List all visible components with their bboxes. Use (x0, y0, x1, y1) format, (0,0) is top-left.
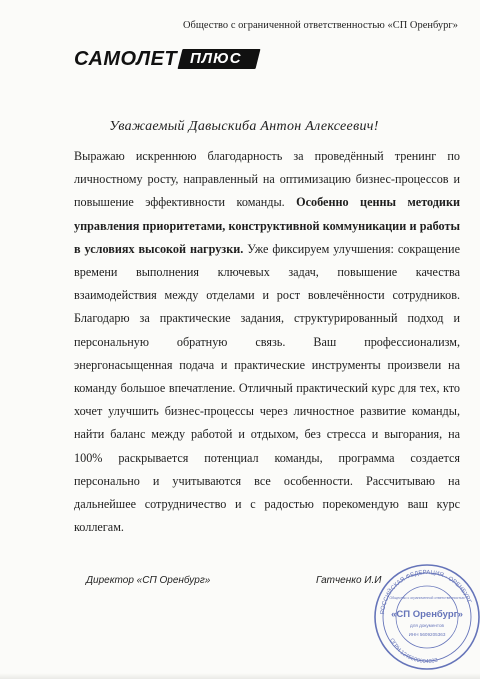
body-paragraph-start: Выражаю искреннюю благодарность за проведённый тренинг по личностному росту, направленный на оптимизацию бизнес-процессов и повышение эффективности команды. (74, 149, 460, 210)
signatory-position: Директор «СП Оренбург» (86, 575, 211, 586)
page-bottom-edge (0, 673, 480, 679)
company-stamp (372, 562, 480, 672)
logo-box (178, 49, 261, 69)
letter-body (74, 145, 460, 539)
body-paragraph-bold: Особенно ценны методики управления приоритетами, конструктивной коммуникации и работы в условиях высокой нагрузки. (74, 195, 460, 256)
logo-word: САМОЛЕТ (74, 48, 178, 70)
stamp-inn: ИНН 5609205363 (408, 632, 446, 637)
salutation: Уважаемый Давыскиба Антон Алексеевич! (109, 119, 379, 134)
signatory-name: Гатченко И.И (316, 575, 382, 586)
logo-box-label: ПЛЮС (190, 50, 242, 67)
stamp-org-form: Общество с ограниченной ответственностью (389, 596, 465, 600)
stamp-org-name: «СП Оренбург» (391, 609, 463, 620)
company-name: Общество с ограниченной ответственностью «СП Оренбург» (182, 20, 458, 31)
stamp-note: для документов (410, 623, 444, 628)
stamp-ogrn: ОГРН 1245600004803 (388, 637, 439, 666)
body-paragraph-end: Уже фиксируем улучшения: сокращение времени выполнения ключевых задач, повышение качества взаимодействия между отделами и рост вовлечённости сотрудников. Благодарю за практические задания, структурированный подход и персональную обратную связь. Ваш профессионализм, энергонасыщенная подача и практические инструменты произвели на команду большое впечатление. Отличный практический курс для тех, кто хочет улучшить бизнес-процессы через личностное развитие команды, найти баланс между работой и отдыхом, без стресса и выгорания, на 100% раскрывается потенциал команды, программа создается персонально и учитываются все особенности. Рассчитываю на дальнейшее сотрудничество и с радостью порекомендую ваш курс коллегам. (74, 241, 460, 535)
stamp-ring-text: РОССИЙСКАЯ ФЕДЕРАЦИЯ · ОРЕНБУРГ (380, 569, 472, 615)
company-logo (74, 47, 258, 71)
